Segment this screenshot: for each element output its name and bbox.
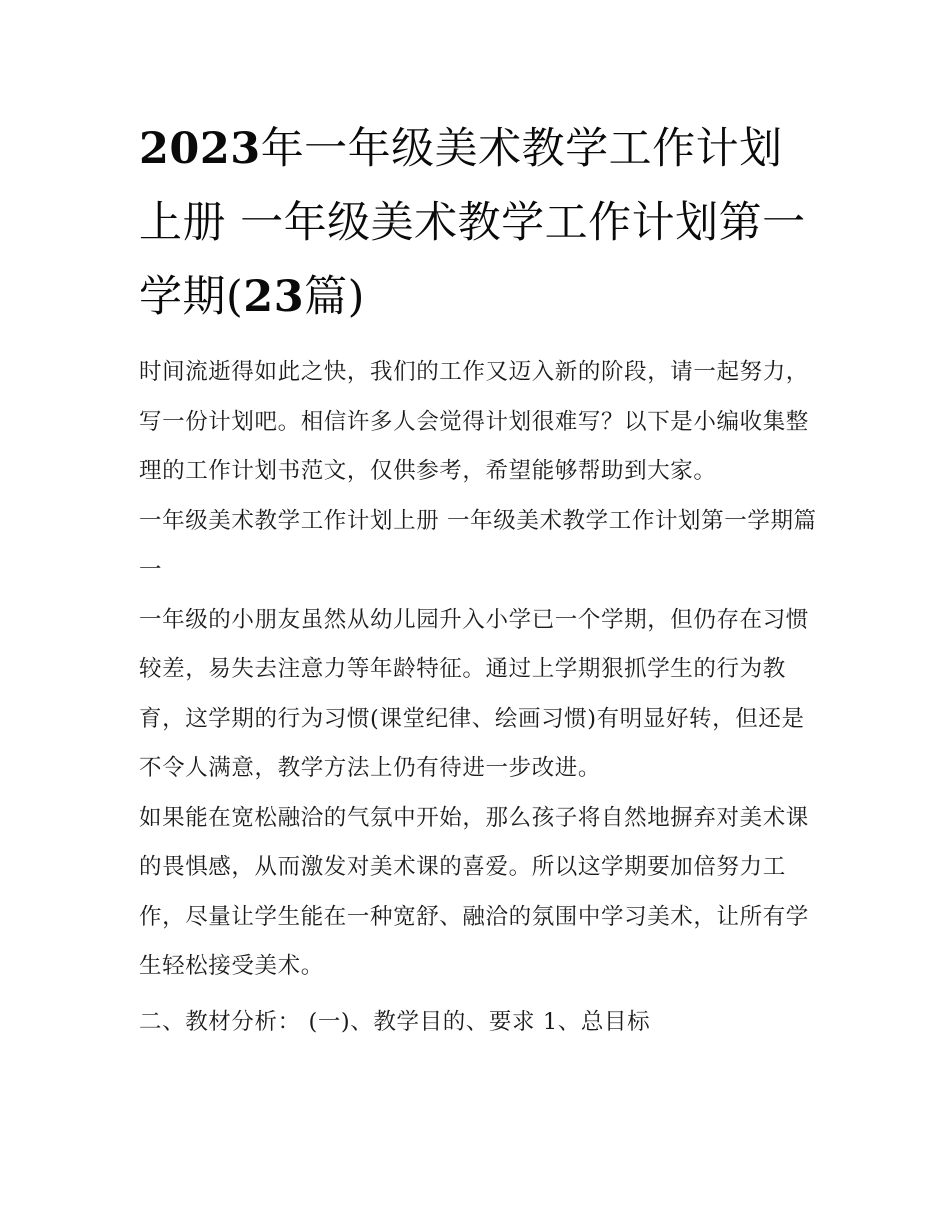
subsection-heading: 二、教材分析： (一)、教学目的、要求 1、总目标 bbox=[139, 1008, 651, 1035]
title-count: 23 bbox=[243, 272, 305, 322]
document-body bbox=[139, 348, 819, 1047]
section-heading: 一年级美术教学工作计划上册 一年级美术教学工作计划第一学期篇一 bbox=[139, 507, 817, 583]
title-text: 年一年级美术教学工作计划上册 一年级美术教学工作计划第一学期( bbox=[139, 124, 806, 322]
title-year: 2023 bbox=[139, 124, 261, 174]
body-paragraph: 如果能在宽松融洽的气氛中开始，那么孩子将自然地摒弃对美术课的畏惧感，从而激发对美术课的喜爱。所以这学期要加倍努力工作，尽量让学生能在一种宽舒、融洽的氛围中学习美术，让所有学生轻松接受美术。 bbox=[139, 804, 809, 979]
body-paragraph: 一年级的小朋友虽然从幼儿园升入小学已一个学期，但仍存在习惯较差，易失去注意力等年龄特征。通过上学期狠抓学生的行为教育，这学期的行为习惯(课堂纪律、绘画习惯)有明显好转，但还是不令人满意，教学方法上仍有待进一步改进。 bbox=[139, 606, 809, 781]
document-title bbox=[139, 112, 819, 334]
title-suffix: 篇) bbox=[304, 272, 365, 322]
intro-paragraph: 时间流逝得如此之快，我们的工作又迈入新的阶段，请一起努力，写一份计划吧。相信许多人会觉得计划很难写？以下是小编收集整理的工作计划书范文，仅供参考，希望能够帮助到大家。 bbox=[139, 359, 809, 484]
document-page bbox=[139, 112, 819, 1047]
